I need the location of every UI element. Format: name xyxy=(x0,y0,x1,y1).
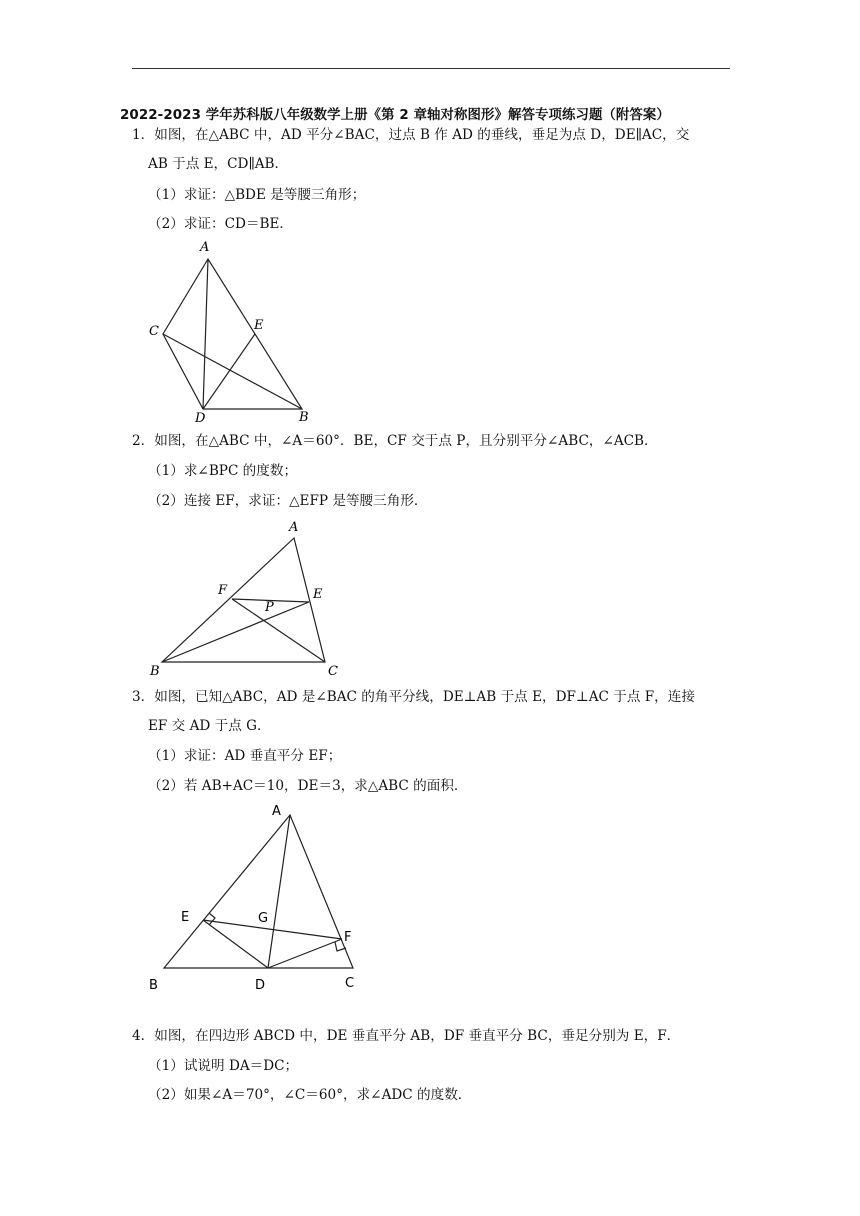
fig1-label-C: C xyxy=(149,324,159,339)
fig3-right-angle-F xyxy=(335,942,346,951)
problem-2-part-2: （2）连接 EF，求证：△EFP 是等腰三角形． xyxy=(148,493,428,509)
fig3-seg-EF xyxy=(203,920,342,939)
problem-3-line-2: EF 交 AD 于点 G． xyxy=(148,718,271,734)
fig2-label-F: F xyxy=(218,583,228,598)
fig1-seg-CB xyxy=(163,334,302,409)
fig3-seg-DF xyxy=(268,939,342,968)
fig1-seg-DE xyxy=(203,334,255,409)
problem-4-part-1: （1）试说明 DA＝DC； xyxy=(148,1058,299,1074)
fig3-seg-DE xyxy=(203,920,268,968)
fig1-seg-AD xyxy=(203,259,208,409)
problem-1-part-1: （1）求证：△BDE 是等腰三角形； xyxy=(148,187,366,203)
fig3-label-D: D xyxy=(255,978,266,993)
fig2-triangle xyxy=(162,538,325,662)
fig3-label-B: B xyxy=(149,978,158,993)
problem-4-line-1: 4．如图，在四边形 ABCD 中，DE 垂直平分 AB，DF 垂直平分 BC，垂足分别为 E，F． xyxy=(132,1028,681,1044)
fig3-label-C: C xyxy=(345,976,355,991)
fig1-label-E: E xyxy=(254,318,264,333)
fig1-outline xyxy=(163,259,302,409)
header-rule xyxy=(132,68,730,69)
fig2-label-P: P xyxy=(265,600,274,615)
fig3-label-F: F xyxy=(344,930,352,945)
problem-2-line-1: 2．如图，在△ABC 中，∠A＝60°．BE，CF 交于点 P，且分别平分∠ABC，∠ACB． xyxy=(132,433,658,449)
fig2-seg-EF xyxy=(232,599,309,602)
fig2-seg-CF xyxy=(232,599,325,662)
fig3-triangle xyxy=(164,815,353,968)
fig2-label-C: C xyxy=(328,664,338,679)
problem-2-part-1: （1）求∠BPC 的度数； xyxy=(148,463,298,479)
problem-1-line-2: AB 于点 E，CD∥AB． xyxy=(148,156,289,172)
problem-3-part-2: （2）若 AB+AC＝10，DE＝3，求△ABC 的面积． xyxy=(148,778,468,794)
problem-1-line-1: 1．如图，在△ABC 中，AD 平分∠BAC，过点 B 作 AD 的垂线，垂足为点 D，DE∥AC，交 xyxy=(132,127,690,143)
problem-3-line-1: 3．如图，已知△ABC，AD 是∠BAC 的角平分线，DE⊥AB 于点 E，DF⊥AC 于点 F，连接 xyxy=(132,689,695,705)
fig2-seg-BE xyxy=(162,602,309,662)
fig3-label-G: G xyxy=(258,911,269,926)
fig1-label-B: B xyxy=(299,410,309,425)
problem-3-part-1: （1）求证：AD 垂直平分 EF； xyxy=(148,748,342,764)
fig3-label-E: E xyxy=(181,910,190,925)
fig2-label-A: A xyxy=(289,520,299,535)
problem-4-part-2: （2）如果∠A＝70°，∠C＝60°，求∠ADC 的度数． xyxy=(148,1087,472,1103)
fig3-right-angle-E xyxy=(209,913,215,925)
document-title: 2022-2023 学年苏科版八年级数学上册《第 2 章轴对称图形》解答专项练习题（附答案） xyxy=(120,108,670,123)
fig3-label-A: A xyxy=(272,804,281,819)
fig1-label-A: A xyxy=(200,240,210,255)
fig3-seg-AD xyxy=(268,815,290,968)
fig2-label-E: E xyxy=(313,587,323,602)
fig2-label-B: B xyxy=(150,664,160,679)
problem-1-part-2: （2）求证：CD＝BE． xyxy=(148,216,294,232)
fig1-label-D: D xyxy=(195,411,206,426)
